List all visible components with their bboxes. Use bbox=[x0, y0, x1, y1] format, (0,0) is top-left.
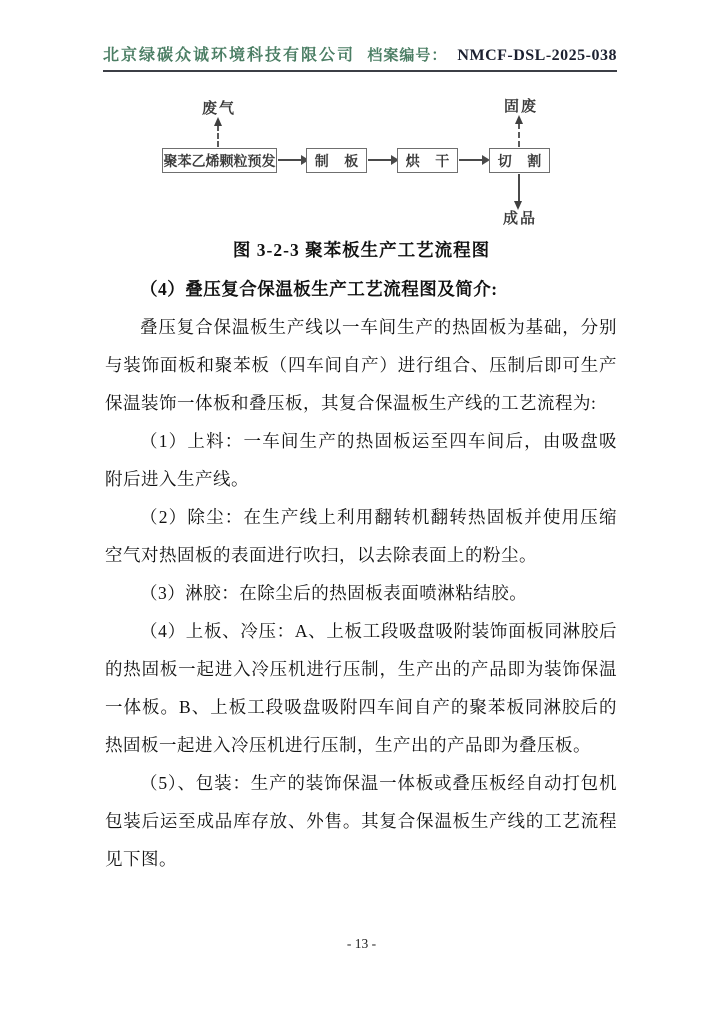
flow-arrow-icon bbox=[368, 159, 392, 161]
waste-gas-label: 废气 bbox=[202, 101, 237, 117]
page-number: - 13 - bbox=[346, 936, 377, 951]
flow-step-drying: 烘 干 bbox=[397, 148, 458, 173]
flow-step-cutting: 切 割 bbox=[489, 148, 550, 173]
archive-field bbox=[367, 44, 617, 65]
product-label: 成品 bbox=[503, 211, 538, 227]
paragraph: （5）、包装：生产的装饰保温一体板或叠压板经自动打包机包装后运至成品库存放、外售。其复合保温板生产线的工艺流程见下图。 bbox=[105, 773, 617, 869]
paragraph: （1）上料：一车间生产的热固板运至四车间后，由吸盘吸附后进入生产线。 bbox=[105, 431, 617, 489]
paragraph: （3）淋胶：在除尘后的热固板表面喷淋粘结胶。 bbox=[140, 583, 528, 603]
solid-waste-arrow-icon bbox=[518, 123, 520, 147]
paragraph: 叠压复合保温板生产线以一车间生产的热固板为基础，分别与装饰面板和聚苯板（四车间自产）进行组合、压制后即可生产保温装饰一体板和叠压板，其复合保温板生产线的工艺流程为: bbox=[105, 317, 617, 413]
archive-label: 档案编号： bbox=[367, 48, 448, 64]
waste-gas-arrow-icon bbox=[217, 125, 219, 147]
solid-waste-label: 固废 bbox=[504, 99, 539, 115]
paragraph: （4）上板、冷压：A、上板工段吸盘吸附装饰面板同淋胶后的热固板一起进入冷压机进行压制，生产出的产品即为装饰保温一体板。B、上板工段吸盘吸附四车间自产的聚苯板同淋胶后的热固板一起进入冷压机进行压制，生产出的产品即为叠压板。 bbox=[105, 621, 617, 755]
archive-number: NMCF-DSL-2025-038 bbox=[457, 47, 617, 64]
process-flowchart bbox=[0, 95, 723, 240]
flow-arrow-icon bbox=[459, 159, 483, 161]
flow-arrow-icon bbox=[278, 159, 302, 161]
flow-step-board-making: 制 板 bbox=[306, 148, 367, 173]
figure-caption: 图 3-2-3 聚苯板生产工艺流程图 bbox=[232, 240, 491, 260]
page-header bbox=[103, 40, 617, 72]
company-name: 北京绿碳众诚环境科技有限公司 bbox=[103, 47, 356, 64]
paragraph: （2）除尘：在生产线上利用翻转机翻转热固板并使用压缩空气对热固板的表面进行吹扫，以去除表面上的粉尘。 bbox=[105, 507, 617, 565]
flow-step-pre-expansion: 聚苯乙烯颗粒预发 bbox=[162, 148, 277, 173]
section-heading: （4）叠压复合保温板生产工艺流程图及简介: bbox=[140, 279, 498, 299]
product-arrow-icon bbox=[518, 174, 520, 202]
document-body bbox=[105, 270, 617, 878]
